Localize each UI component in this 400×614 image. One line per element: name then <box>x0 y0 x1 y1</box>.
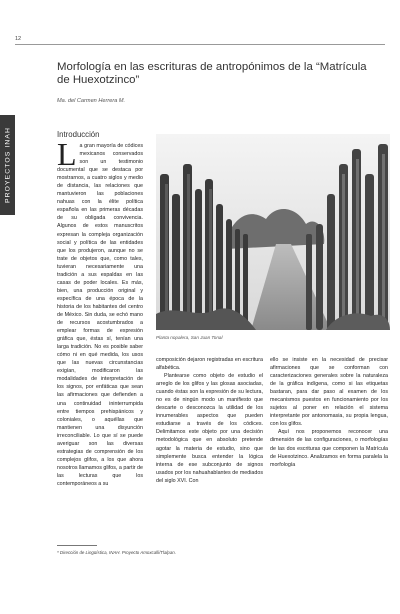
section-tab <box>0 115 15 215</box>
cactus-photo-image <box>156 134 390 330</box>
column-3-paragraph-2: Aquí nos proponemos reconocer una dimensión de las configuraciones, o morfologías de las dos escrituras que componen la Matrícula de Huexotzinco. Analizamos en forma paralela la morfología <box>270 429 388 468</box>
cactus-photo <box>156 134 390 330</box>
header-rule <box>15 44 385 45</box>
body-column-3 <box>270 356 388 469</box>
page-number: 12 <box>15 36 22 42</box>
body-column-1 <box>57 136 143 488</box>
column-3-paragraph-1: ello se insiste en la necesidad de precisar afirmaciones que se conforman con caracterizaciones generales sobre la naturaleza de la gráfica indígena, como si las etiquetas bastaran, para dar paso al examen de los mecanismos puestos en funcionamiento por los sujetos al poner en relación el sistema interpretante por antonomasia, su propia lengua, con los glifos. <box>270 357 388 428</box>
intro-heading: Introducción <box>57 130 100 139</box>
footnote-rule <box>57 545 97 546</box>
section-tab-label: PROYECTOS INAH <box>4 126 11 204</box>
drop-cap: L <box>57 136 77 172</box>
article-author: Ma. del Carmen Herrera M. <box>57 98 126 104</box>
column-2-paragraph-2: Plantearse como objeto de estudio el arreglo de los glifos y las glosas asociadas, cuando éstas son la expresión de su lectura, no es de ningún modo un manifiesto que descarte o desconozca la utilidad de los innumerables aspectos que pueden estudiarse a través de los códices. Delimitamos este objeto por una decisión metodológica que en absoluto pretende agotar la materia de estudio, sino que simplemente busca entender la lógica interna de ese subconjunto de signos usados por los nahuahablantes de mediados del siglo XVI. Con <box>156 373 263 484</box>
footnote: * Dirección de Lingüística, INAH. Proyecto Amoxcalli/Tlalpan. <box>57 550 176 555</box>
photo-caption: Planta nopalera, San Juan Tonal <box>156 335 223 340</box>
article-title: Morfología en las escrituras de antropónimos de la “Matrícula de Huexotzinco” <box>57 61 367 86</box>
body-column-2 <box>156 356 263 485</box>
column-2-paragraph-1: composición dejaron registradas en escritura alfabética. <box>156 357 263 372</box>
column-1-text: a gran mayoría de códices mexicanos conservados son un testimonio documental que se destaca por mostrarnos, a cuatro siglos y medio de distancia, las relaciones que mantuvieron las poblaciones nahuas con la élite política española en las primeras décadas de su obligada convivencia. Algunos de estos manuscritos expresan la compleja organización social y política de las entidades que los produjeron, aunque no se trate de objetos que, como tales, tuvieran necesariamente una tradición a sus espaldas en las casas de poder locales. Es más, bien, una producción original y específica de una época de la historia de los habitantes del centro de México. Sin duda, se echó mano de recursos acostumbrados a emplear formas de expresión gráfica que, éstas sí, tenían una larga tradición. No es posible saber cómo ni en qué medida, los usos que las nuevas circunstancias exigían, modificaron las modalidades de interpretación de los signos, por enfáticas que sean las afirmaciones que defienden a una continuidad ininterrumpida entre tiempos prehispánicos y coloniales, o aquéllas que mantienen una disyunción irreconciliable. Lo que sí se puede averiguar son las diversas estrategias de comprensión de los complejos glifos, a los que ahora nosotros llamamos glifos, a partir de las lecturas que los contemporáneos a su <box>57 143 143 487</box>
